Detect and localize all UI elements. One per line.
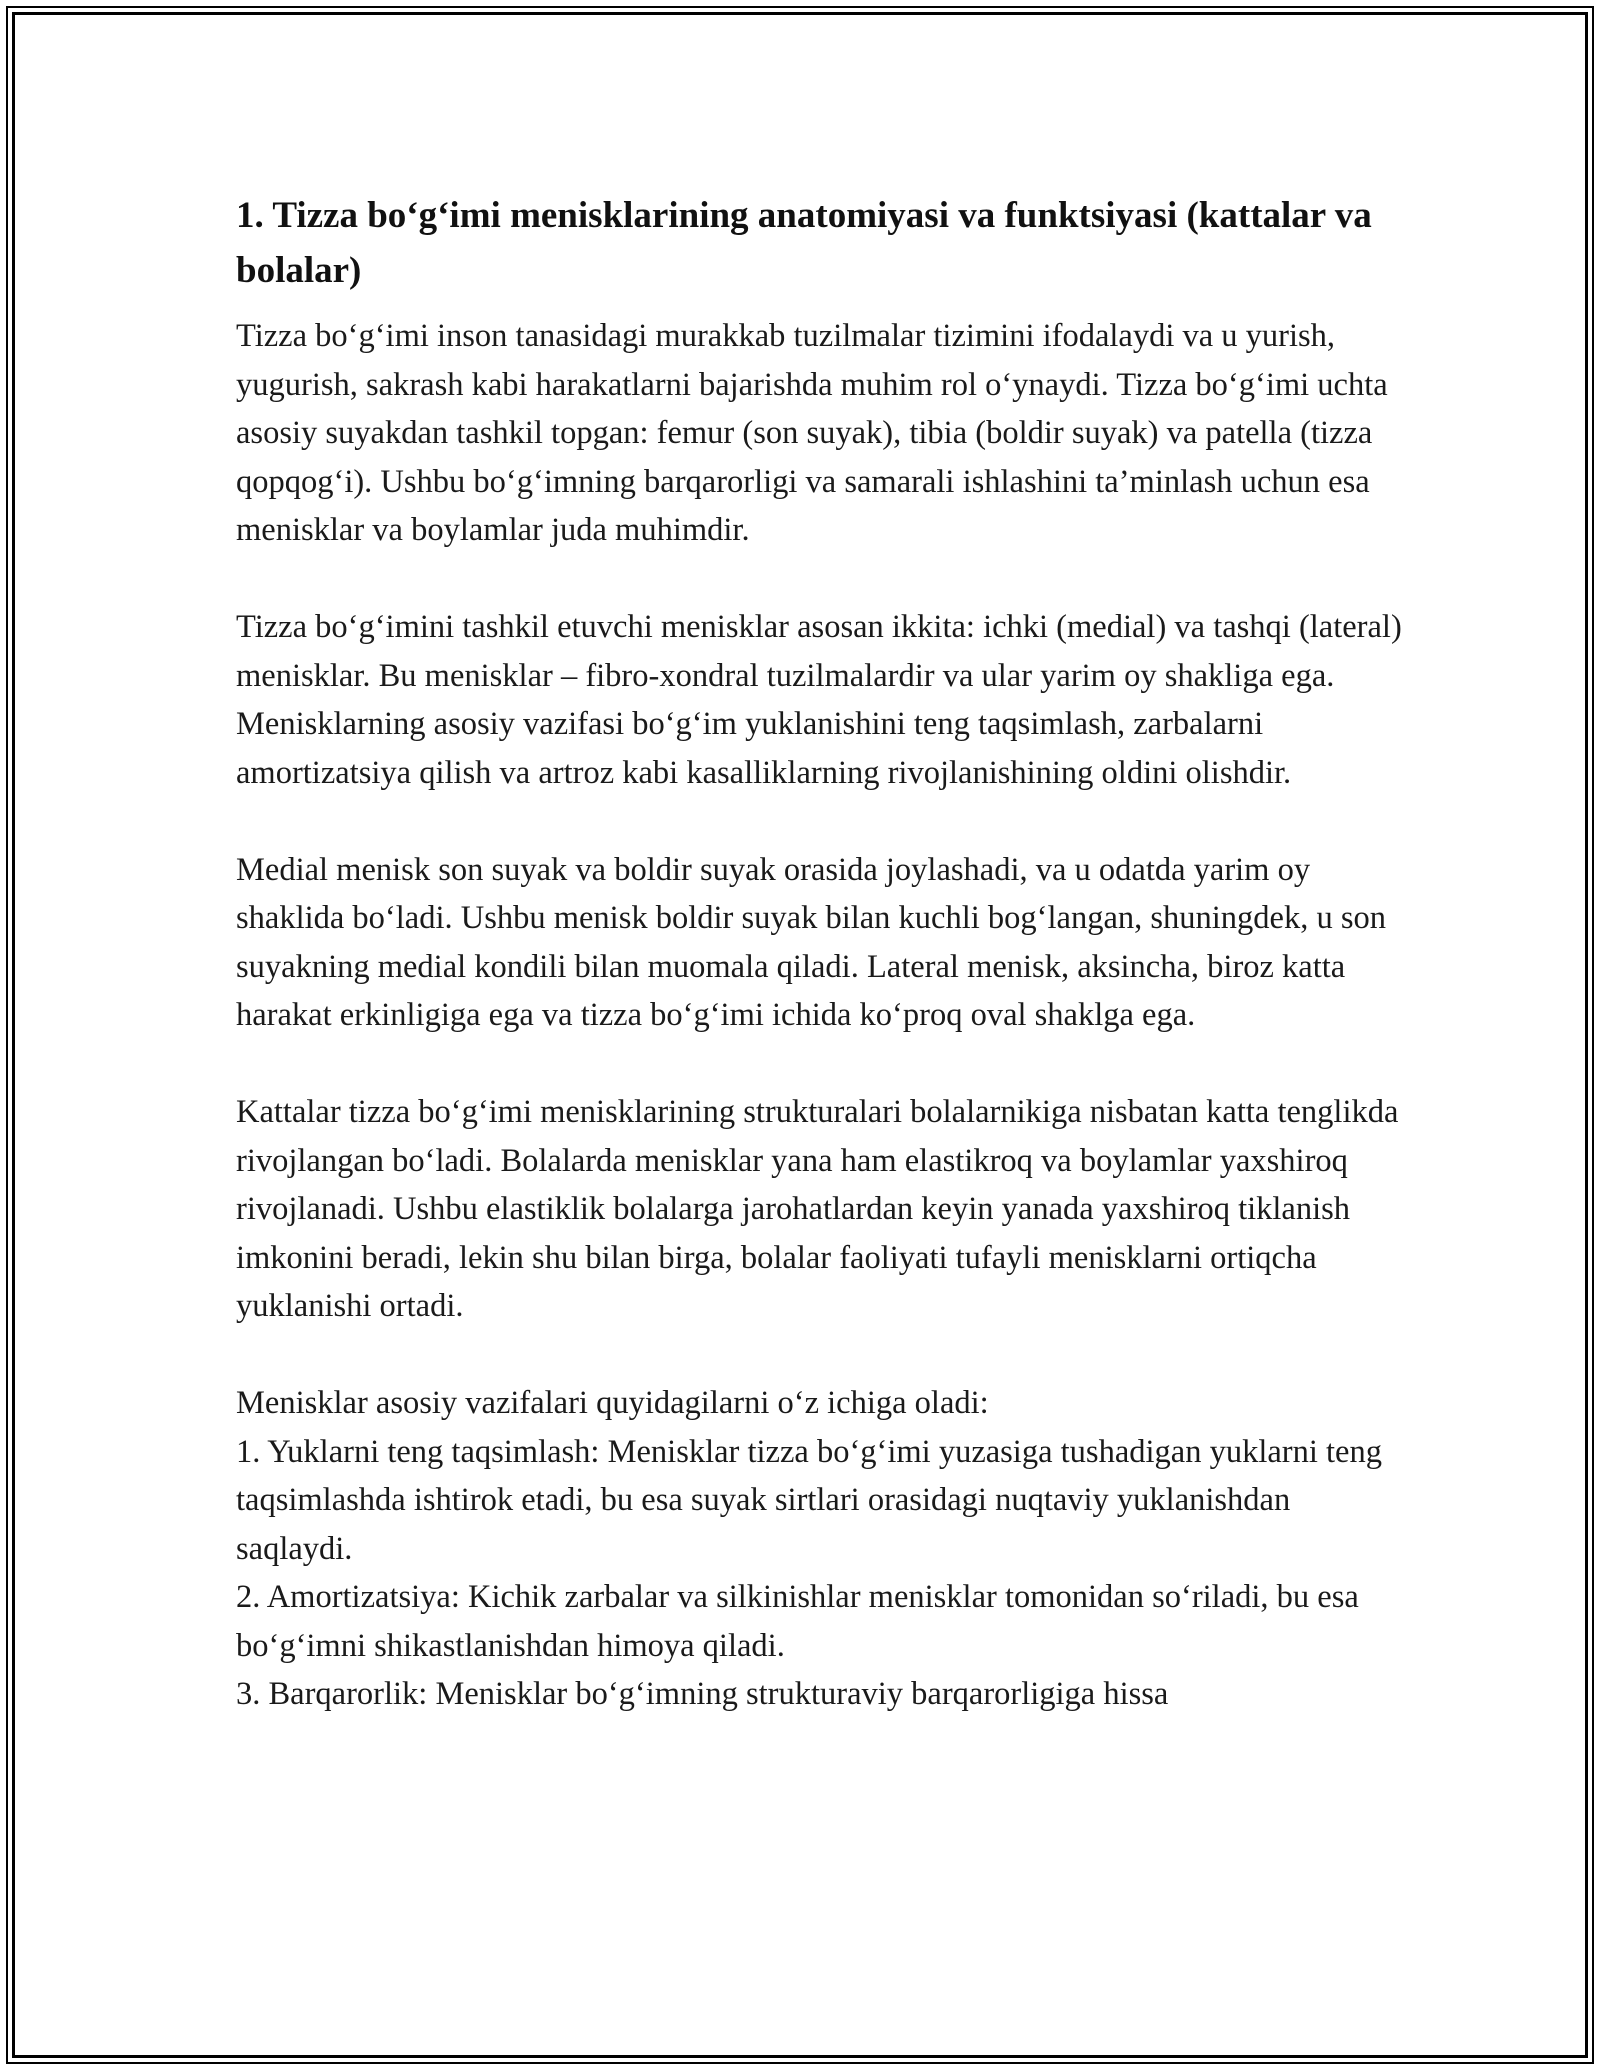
paragraph-knee-joint-intro: Tizza bo‘g‘imi inson tanasidagi murakkab tuzilmalar tizimini ifodalaydi va u yurish, yugurish, sakrash kabi harakatlarni bajarishda muhim rol o‘ynaydi. Tizza bo‘g‘imi uchta asosiy suyakdan tashkil topgan: femur (son suyak), tibia (boldir suyak) va patella (tizza qopqog‘i). Ushbu bo‘g‘imning barqarorligi va samarali ishlashini ta’minlash uchun esa menisklar va boylamlar juda muhimdir. bbox=[236, 318, 1388, 548]
document-page bbox=[236, 188, 1406, 1719]
paragraph-medial-lateral-menisk: Medial menisk son suyak va boldir suyak orasida joylashadi, va u odatda yarim oy shaklida bo‘ladi. Ushbu menisk boldir suyak bilan kuchli bog‘langan, shuningdek, u son suyakning medial kondili bilan muomala qiladi. Lateral menisk, aksincha, biroz katta harakat erkinligiga ega va tizza bo‘g‘imi ichida ko‘proq oval shaklga ega. bbox=[236, 851, 1386, 1033]
list-item: 2. Amortizatsiya: Kichik zarbalar va silkinishlar menisklar tomonidan so‘riladi, bu esa bo‘g‘imni shikastlanishdan himoya qiladi. bbox=[236, 1579, 1359, 1664]
list-item: 3. Barqarorlik: Menisklar bo‘g‘imning strukturaviy barqarorligiga hissa bbox=[236, 1676, 1169, 1712]
functions-list-intro: Menisklar asosiy vazifalari quyidagilarni o‘z ichiga oladi: bbox=[236, 1385, 989, 1421]
section-title: 1. Tizza bo‘g‘imi menisklarining anatomiyasi va funktsiyasi (kattalar va bolalar) bbox=[236, 195, 1372, 291]
list-item: 1. Yuklarni teng taqsimlash: Menisklar tizza bo‘g‘imi yuzasiga tushadigan yuklarni teng taqsimlashda ishtirok etadi, bu esa suyak sirtlari orasidagi nuqtaviy yuklanishdan saqlaydi. bbox=[236, 1433, 1382, 1567]
functions-list bbox=[236, 1428, 1406, 1719]
paragraph-menisci-types: Tizza bo‘g‘imini tashkil etuvchi menisklar asosan ikkita: ichki (medial) va tashqi (lateral) menisklar. Bu menisklar – fibro-xondral tuzilmalardir va ular yarim oy shakliga ega. Menisklarning asosiy vazifasi bo‘g‘im yuklanishini teng taqsimlash, zarbalarni amortizatsiya qilish va artroz kabi kasalliklarning rivojlanishining oldini olishdir. bbox=[236, 609, 1402, 791]
paragraph-adults-children: Kattalar tizza bo‘g‘imi menisklarining strukturalari bolalarnikiga nisbatan katta tenglikda rivojlangan bo‘ladi. Bolalarda menisklar yana ham elastikroq va boylamlar yaxshiroq rivojlanadi. Ushbu elastiklik bolalarga jarohatlardan keyin yanada yaxshiroq tiklanish imkonini beradi, lekin shu bilan birga, bolalar faoliyati tufayli menisklarni ortiqcha yuklanishi ortadi. bbox=[236, 1094, 1399, 1324]
